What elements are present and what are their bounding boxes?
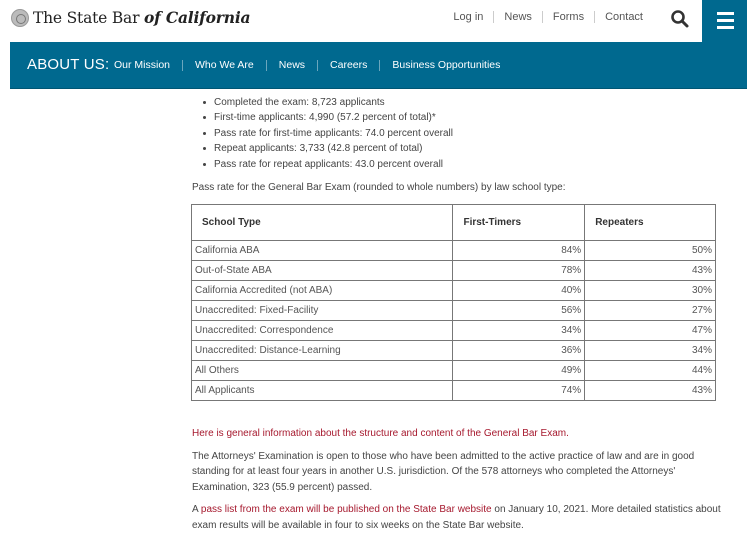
cell-repeaters: 27%: [585, 301, 716, 321]
stats-item: Completed the exam: 8,723 applicants: [201, 95, 722, 110]
cell-first-timers: 74%: [453, 381, 585, 401]
cell-school-type: Unaccredited: Fixed-Facility: [192, 301, 453, 321]
cell-school-type: All Others: [192, 361, 453, 381]
nav-who-we-are[interactable]: Who We Are: [182, 60, 266, 71]
nav-careers[interactable]: Careers: [317, 60, 379, 71]
forms-link[interactable]: Forms: [542, 11, 594, 23]
cell-repeaters: 50%: [585, 241, 716, 261]
stats-item: Pass rate for repeat applicants: 43.0 percent overall: [201, 157, 722, 172]
table-row: [192, 241, 716, 261]
nav-title: ABOUT US:: [27, 56, 110, 73]
cell-repeaters: 30%: [585, 281, 716, 301]
nav-our-mission[interactable]: Our Mission: [114, 59, 171, 71]
table-row: [192, 321, 716, 341]
table-row: [192, 341, 716, 361]
table-intro: Pass rate for the General Bar Exam (rounded to whole numbers) by law school type:: [192, 182, 566, 194]
about-us-nav: [10, 42, 747, 89]
hamburger-bar: [717, 19, 734, 22]
logo-text-prefix: The State Bar: [33, 9, 145, 27]
hamburger-bar: [717, 26, 734, 29]
header-first-timers: First-Timers: [453, 205, 585, 241]
pass-list-suffix: on January 10, 2021. More detailed statistics about exam results will be available in four to six weeks on the State Bar website.: [192, 504, 721, 531]
stats-list: [192, 95, 722, 172]
header-repeaters: Repeaters: [585, 205, 716, 241]
cell-first-timers: 84%: [453, 241, 585, 261]
search-icon[interactable]: [670, 9, 690, 29]
nav-news[interactable]: News: [266, 60, 317, 71]
cell-first-timers: 34%: [453, 321, 585, 341]
nav-items: [105, 60, 512, 71]
logo-text-italic: of California: [144, 8, 251, 27]
contact-link[interactable]: Contact: [594, 11, 653, 23]
cell-school-type: California Accredited (not ABA): [192, 281, 453, 301]
top-header: [0, 0, 750, 42]
cell-school-type: California ABA: [192, 241, 453, 261]
after-table-text: [192, 426, 722, 540]
cell-school-type: All Applicants: [192, 381, 453, 401]
login-link[interactable]: Log in: [453, 11, 484, 23]
state-bar-seal-icon: [11, 9, 29, 27]
main-content: [192, 95, 722, 195]
cell-repeaters: 43%: [585, 261, 716, 281]
table-row: [192, 361, 716, 381]
pass-list-link[interactable]: pass list from the exam will be published on the State Bar website: [200, 504, 492, 515]
cell-first-timers: 36%: [453, 341, 585, 361]
pass-list-prefix: A: [192, 504, 201, 515]
pass-rate-table: [191, 204, 716, 401]
cell-repeaters: 34%: [585, 341, 716, 361]
table-row: [192, 281, 716, 301]
hamburger-menu-icon[interactable]: [702, 0, 747, 42]
cell-first-timers: 78%: [453, 261, 585, 281]
cell-first-timers: 56%: [453, 301, 585, 321]
pass-list-paragraph: [192, 502, 722, 533]
logo-text: [33, 8, 250, 27]
news-link[interactable]: News: [493, 11, 542, 23]
cell-repeaters: 43%: [585, 381, 716, 401]
table-header-row: [192, 205, 716, 241]
nav-business-opportunities[interactable]: Business Opportunities: [379, 60, 512, 71]
stats-item: First-time applicants: 4,990 (57.2 percent of total)*: [201, 110, 722, 125]
header-school-type: School Type: [192, 205, 453, 241]
cell-repeaters: 44%: [585, 361, 716, 381]
site-logo[interactable]: [11, 8, 250, 27]
table-row: [192, 261, 716, 281]
stats-item: Repeat applicants: 3,733 (42.8 percent of total): [201, 141, 722, 156]
table-row: [192, 301, 716, 321]
cell-first-timers: 40%: [453, 281, 585, 301]
table-row: [192, 381, 716, 401]
cell-school-type: Unaccredited: Correspondence: [192, 321, 453, 341]
cell-first-timers: 49%: [453, 361, 585, 381]
utility-nav: [443, 11, 653, 23]
stats-item: Pass rate for first-time applicants: 74.0 percent overall: [201, 126, 722, 141]
cell-repeaters: 47%: [585, 321, 716, 341]
cell-school-type: Unaccredited: Distance-Learning: [192, 341, 453, 361]
hamburger-bar: [717, 12, 734, 15]
cell-school-type: Out-of-State ABA: [192, 261, 453, 281]
attorneys-paragraph: The Attorneys' Examination is open to those who have been admitted to the active practice of law and are in good standing for at least four years in another U.S. jurisdiction. Of the 578 attorneys who completed the Attorneys' Examination, 323 (55.9 percent) passed.: [192, 450, 695, 493]
general-info-link[interactable]: Here is general information about the structure and content of the General Bar Exam.: [192, 428, 569, 439]
